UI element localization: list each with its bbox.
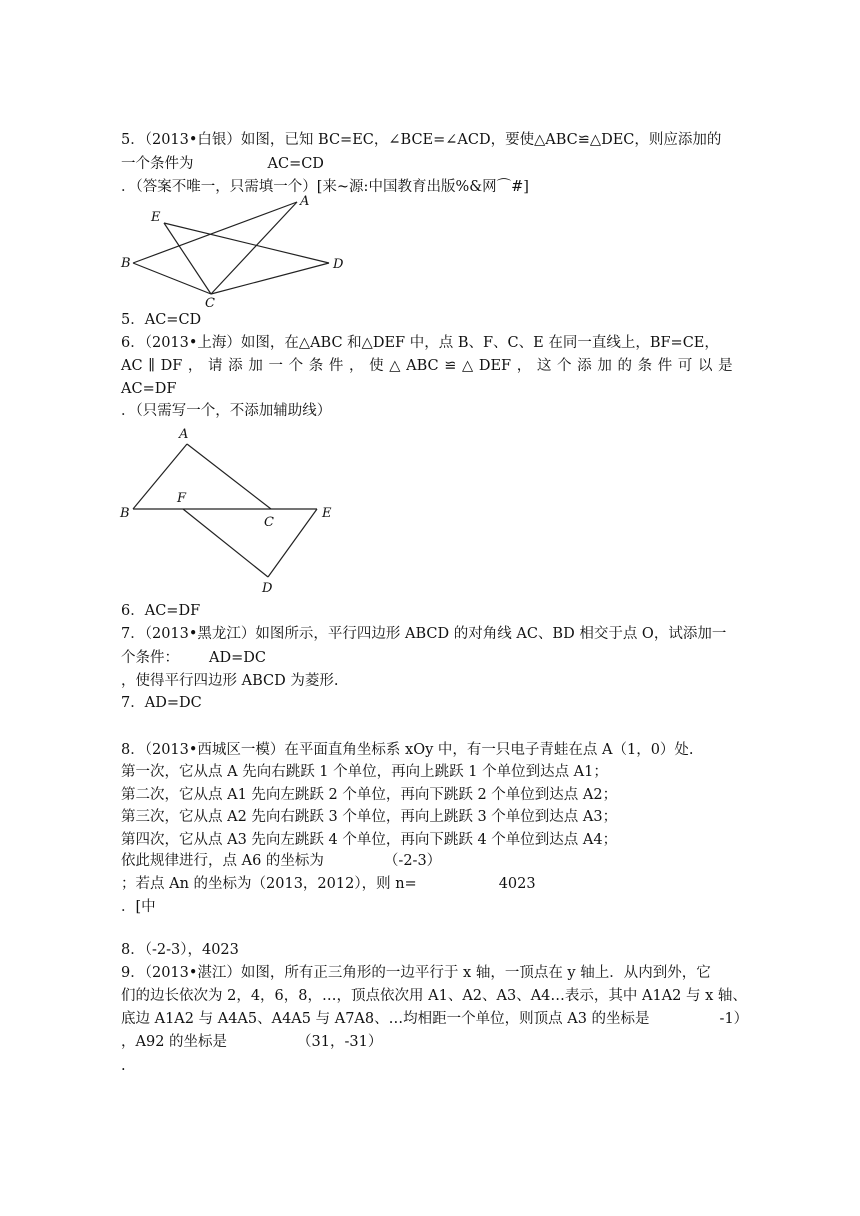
q6-edge-ed xyxy=(268,509,317,577)
q6-label-a: A xyxy=(179,427,189,442)
q6-label-c: C xyxy=(264,515,274,530)
q6-figure xyxy=(115,424,355,600)
q6-word: 请 xyxy=(208,358,223,374)
q6-word: △ xyxy=(389,358,401,374)
q5-label-c: C xyxy=(205,296,215,311)
q6-word: 加 xyxy=(248,358,263,374)
q6-word: 个 xyxy=(557,358,572,374)
q8-line-4: 第三次，它从点 A2 先向右跳跃 3 个单位，再向上跳跃 3 个单位到达点 A3； xyxy=(121,809,618,825)
q5-edge-ec xyxy=(164,223,211,294)
q6-answer-line: 6．AC=DF xyxy=(121,603,201,619)
q6-word: 加 xyxy=(597,358,612,374)
q8-line-1: 8．（2013•西城区一模）在平面直角坐标系 xOy 中，有一只电子青蛙在点 A（1，0）处. xyxy=(121,742,694,758)
q6-word: 个 xyxy=(288,358,304,374)
q5-label-e: E xyxy=(151,210,161,225)
q8-line-2: 第一次，它从点 A 先向右跳跃 1 个单位，再向上跳跃 1 个单位到达点 A1； xyxy=(121,764,608,780)
q7-line-2 xyxy=(121,648,266,668)
q6-word: ， xyxy=(349,358,364,374)
q6-line-3: AC=DF xyxy=(121,381,177,397)
q6-word: 使 xyxy=(369,358,384,374)
q5-answer: AC=CD xyxy=(267,156,324,172)
q6-line-2 xyxy=(121,356,733,376)
q6-word: 添 xyxy=(577,358,592,374)
q6-label-d: D xyxy=(262,581,273,596)
q9-line-3 xyxy=(121,1009,748,1029)
q9-a92-answer: （31，-31） xyxy=(297,1034,383,1050)
q6-word: DEF xyxy=(478,358,512,374)
q8-answer-line: 8．（-2-3），4023 xyxy=(121,942,239,958)
q5-line-1: 5．（2013•白银）如图，已知 BC=EC，∠BCE=∠ACD，要使△ABC≌△DEC，则应添加的 xyxy=(121,132,722,148)
q9-line-5: . xyxy=(121,1058,126,1074)
q6-edge-ac xyxy=(187,444,271,509)
q9-line-2: 们的边长依次为 2，4，6，8，…，顶点依次用 A1、A2、A3、A4…表示，其中 A1A2 与 x 轴、 xyxy=(121,988,747,1004)
q6-word: AC xyxy=(121,358,143,374)
q5-figure xyxy=(115,190,355,312)
q5-edge-ed xyxy=(164,223,329,263)
q6-word: 这 xyxy=(536,358,552,374)
q6-word: ， xyxy=(187,358,203,374)
q6-word: ， xyxy=(516,358,532,374)
q6-line-1: 6．（2013•上海）如图，在△ABC 和△DEF 中，点 B、F、C、E 在同一直线上，BF=CE， xyxy=(121,335,719,351)
q8-a6-answer: （-2-3） xyxy=(383,853,442,869)
q7-answer: AD=DC xyxy=(209,650,266,666)
q6-word: 以 xyxy=(698,358,713,374)
q6-word: △ xyxy=(462,358,474,374)
q9-a3-prefix: 底边 A1A2 与 A4A5、A4A5 与 A7A8、…均相距一个单位，则顶点 A3 的坐标是 xyxy=(121,1011,650,1027)
q5-prefix: 一个条件为 xyxy=(121,156,194,172)
q5-edge-bc xyxy=(133,263,211,294)
q8-line-7 xyxy=(121,874,536,894)
q6-line-4: ．（只需写一个，不添加辅助线） xyxy=(121,403,332,419)
q5-edge-ca xyxy=(211,202,297,294)
q6-word: 条 xyxy=(637,358,653,374)
q5-line-3: ．（答案不唯一，只需填一个）[来~源:中国教育出版%&网⌒#] xyxy=(121,179,529,195)
q8-a6-prefix: 依此规律进行，点 A6 的坐标为 xyxy=(121,853,324,869)
q9-a3-answer: -1） xyxy=(719,1011,749,1027)
q8-n-answer: 4023 xyxy=(498,876,536,892)
q6-word: 是 xyxy=(718,358,733,374)
q6-word: ABC xyxy=(406,358,439,374)
q6-word: 一 xyxy=(268,358,283,374)
q6-word: ≌ xyxy=(444,358,457,374)
q6-word: ∥ xyxy=(148,358,155,374)
q5-answer-line: 5．AC=CD xyxy=(121,312,202,328)
q6-word: 可 xyxy=(677,358,693,374)
q6-word: DF xyxy=(160,358,183,374)
q5-label-b: B xyxy=(121,256,131,271)
q9-line-4 xyxy=(121,1032,382,1052)
q7-line-1: 7．（2013•黑龙江）如图所示，平行四边形 ABCD 的对角线 AC、BD 相交于点 O，试添加一 xyxy=(121,626,727,642)
q5-line-2 xyxy=(121,154,324,174)
q8-line-5: 第四次，它从点 A3 先向左跳跃 4 个单位，再向下跳跃 4 个单位到达点 A4； xyxy=(121,832,618,848)
q6-edge-fd xyxy=(183,509,268,577)
q6-label-e: E xyxy=(322,506,332,521)
q6-word: 添 xyxy=(228,358,243,374)
q9-a92-prefix: ，A92 的坐标是 xyxy=(121,1034,228,1050)
q6-word: 件 xyxy=(657,358,673,374)
q5-edge-cd xyxy=(211,263,329,294)
q8-n-prefix: ；若点 An 的坐标为（2013，2012），则 n= xyxy=(121,876,417,892)
q5-label-d: D xyxy=(333,257,344,272)
q8-line-3: 第二次，它从点 A1 先向左跳跃 2 个单位，再向下跳跃 2 个单位到达点 A2； xyxy=(121,787,618,803)
q6-word: 的 xyxy=(617,358,632,374)
q5-label-a: A xyxy=(300,194,310,209)
q8-line-8: ．[中 xyxy=(121,899,156,915)
q9-line-1: 9．（2013•湛江）如图，所有正三角形的一边平行于 x 轴，一顶点在 y 轴上．从内到外，它 xyxy=(121,965,711,981)
q6-label-f: F xyxy=(177,491,187,506)
q8-line-6 xyxy=(121,851,441,871)
q6-word: 件 xyxy=(328,358,344,374)
q6-word: 条 xyxy=(308,358,324,374)
q7-prefix: 个条件： xyxy=(121,650,179,666)
q7-answer-line: 7．AD=DC xyxy=(121,695,202,711)
q7-line-3: ，使得平行四边形 ABCD 为菱形. xyxy=(121,673,339,689)
q6-label-b: B xyxy=(120,506,130,521)
